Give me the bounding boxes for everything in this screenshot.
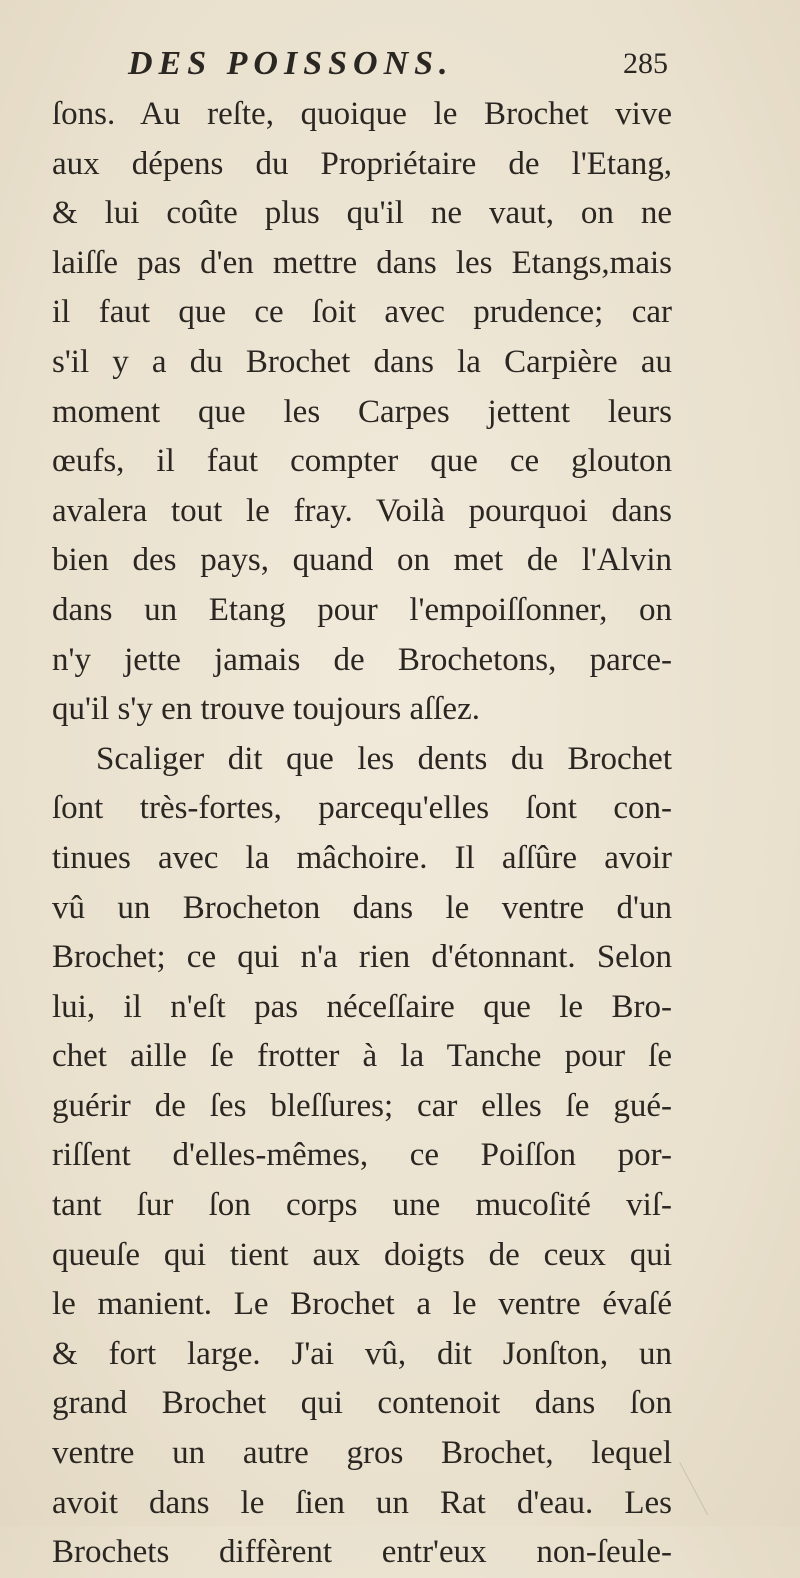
text-line: & lui coûte plus qu'il ne vaut, on ne	[52, 195, 672, 232]
page-number: 285	[623, 47, 668, 80]
text-line: riſſent d'elles-mêmes, ce Poiſſon por-	[52, 1137, 672, 1174]
text-line: ſons. Au reſte, quoique le Brochet vive	[52, 96, 672, 132]
text-line: bien des pays, quand on met de l'Alvin	[52, 542, 672, 579]
text-line: tant ſur ſon corps une mucoſité viſ-	[52, 1187, 672, 1224]
text-line: & fort large. J'ai vû, dit Jonſton, un	[52, 1335, 672, 1372]
text-line: œufs, il faut compter que ce glouton	[52, 443, 672, 480]
text-line: il faut que ce ſoit avec prudence; car	[52, 294, 672, 331]
running-head-title: DES POISSONS.	[128, 45, 454, 82]
text-line: grand Brochet qui contenoit dans ſon	[52, 1385, 672, 1422]
text-line: ſont très-fortes, parcequ'elles ſont con-	[52, 790, 672, 827]
paper-crease	[679, 1429, 770, 1515]
text-line: n'y jette jamais de Brochetons, parce-	[52, 641, 672, 678]
text-line: queuſe qui tient aux doigts de ceux qui	[52, 1236, 672, 1273]
text-line: vû un Brocheton dans le ventre d'un	[52, 889, 672, 926]
text-line: Brochet; ce qui n'a rien d'étonnant. Selon	[52, 939, 672, 976]
text-line: laiſſe pas d'en mettre dans les Etangs,mais	[52, 244, 672, 281]
text-line: Brochets diffèrent entr'eux non-ſeule-	[52, 1534, 672, 1571]
text-line: s'il y a du Brochet dans la Carpière au	[52, 343, 672, 380]
text-line: avoit dans le ſien un Rat d'eau. Les	[52, 1484, 672, 1521]
running-head	[128, 44, 668, 84]
text-line: dans un Etang pour l'empoiſſonner, on	[52, 591, 672, 628]
text-line: chet aille ſe frotter à la Tanche pour ſe	[52, 1038, 672, 1075]
text-line: moment que les Carpes jettent leurs	[52, 393, 672, 430]
text-line: le manient. Le Brochet a le ventre évaſé	[52, 1286, 672, 1323]
text-line: lui, il n'eſt pas néceſſaire que le Bro-	[52, 988, 672, 1025]
text-line: qu'il s'y en trouve toujours aſſez.	[52, 691, 480, 728]
text-line: avalera tout le fray. Voilà pourquoi dans	[52, 492, 672, 529]
text-line: guérir de ſes bleſſures; car elles ſe gué-	[52, 1087, 672, 1124]
text-line: Scaliger dit que les dents du Brochet	[96, 740, 672, 777]
text-line: tinues avec la mâchoire. Il aſſûre avoir	[52, 839, 672, 876]
text-line: ventre un autre gros Brochet, lequel	[52, 1435, 672, 1472]
body-text	[52, 90, 672, 1578]
text-line: aux dépens du Propriétaire de l'Etang,	[52, 145, 672, 182]
